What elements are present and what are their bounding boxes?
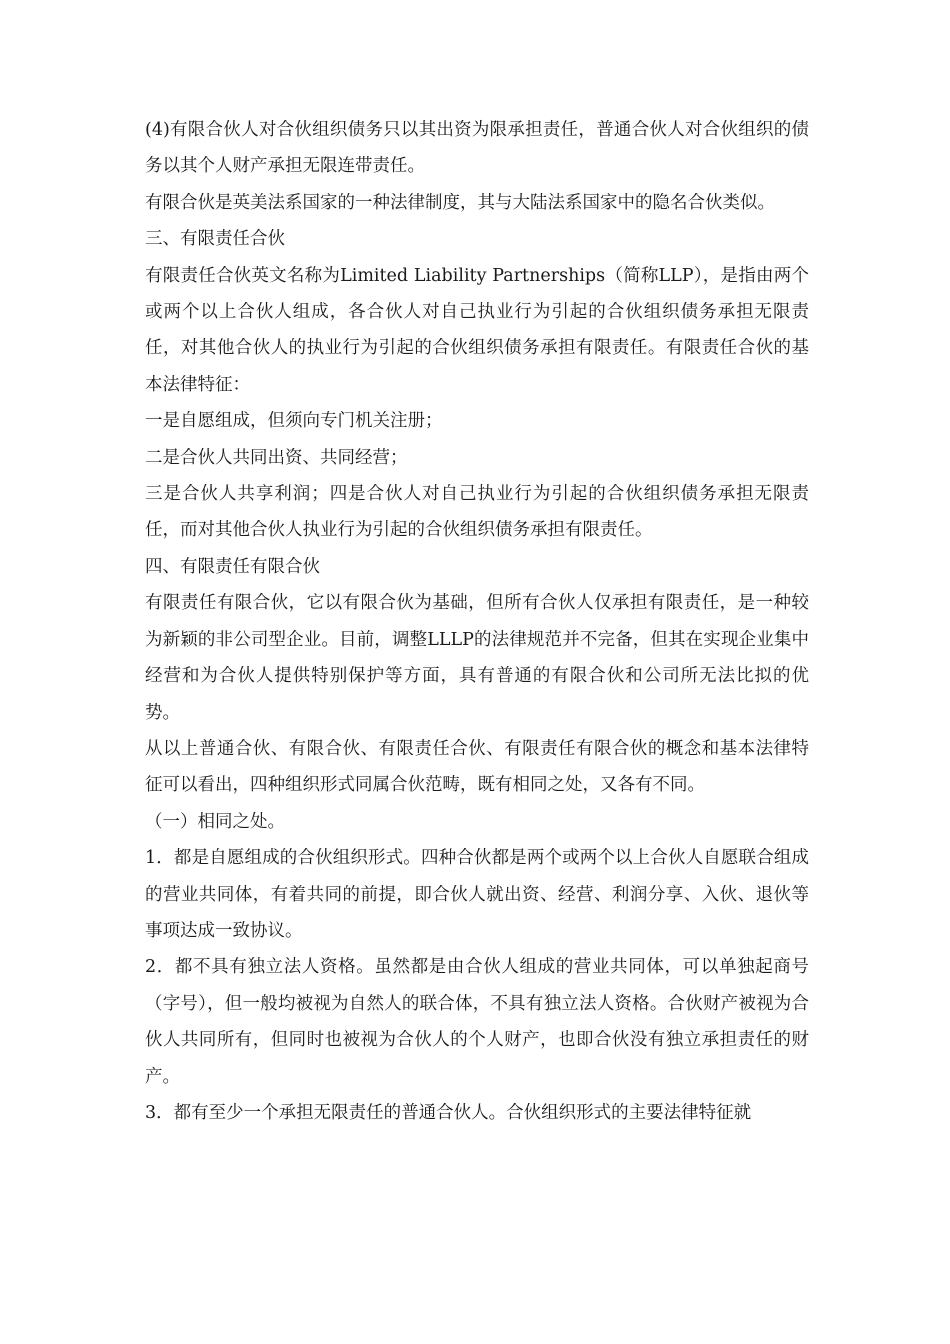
paragraph-limited-partnership-origin: 有限合伙是英美法系国家的一种法律制度，其与大陆法系国家中的隐名合伙类似。: [145, 192, 775, 213]
paragraph-similarity-2: 2．都不具有独立法人资格。虽然都是由合伙人组成的营业共同体，可以单独起商号（字号），但一般均被视为自然人的联合体，不具有独立法人资格。合伙财产被视为合伙人共同所有，但同时也被视为合伙人的个人财产，也即合伙没有独立承担责任的财产。: [145, 957, 809, 1087]
document-page: [145, 112, 809, 1131]
subsection-heading-similarities: （一）相同之处。: [145, 811, 285, 832]
paragraph-lllp-definition: 有限责任有限合伙，它以有限合伙为基础，但所有合伙人仅承担有限责任，是一种较为新颖的非公司型企业。目前，调整LLLP的法律规范并不完备，但其在实现企业集中经营和为合伙人提供特别保护等方面，具有普通的有限合伙和公司所无法比拟的优势。: [145, 593, 809, 723]
paragraph-comparison-intro: 从以上普通合伙、有限合伙、有限责任合伙、有限责任有限合伙的概念和基本法律特征可以看出，四种组织形式同属合伙范畴，既有相同之处，又各有不同。: [145, 738, 809, 796]
paragraph-llp-feature-2: 二是合伙人共同出资、共同经营；: [145, 447, 408, 468]
section-heading-lllp: 四、有限责任有限合伙: [145, 556, 320, 577]
paragraph-llp-feature-3-4: 三是合伙人共享利润；四是合伙人对自己执业行为引起的合伙组织债务承担无限责任，而对其他合伙人执业行为引起的合伙组织债务承担有限责任。: [145, 484, 809, 541]
paragraph-limited-partner-liability: (4)有限合伙人对合伙组织债务只以其出资为限承担责任，普通合伙人对合伙组织的债务以其个人财产承担无限连带责任。: [145, 120, 809, 177]
paragraph-similarity-1: 1．都是自愿组成的合伙组织形式。四种合伙都是两个或两个以上合伙人自愿联合组成的营业共同体，有着共同的前提，即合伙人就出资、经营、利润分享、入伙、退伙等事项达成一致协议。: [145, 848, 809, 941]
paragraph-llp-feature-1: 一是自愿组成，但须向专门机关注册；: [145, 411, 443, 432]
paragraph-similarity-3: 3．都有至少一个承担无限责任的普通合伙人。合伙组织形式的主要法律特征就: [145, 1102, 752, 1123]
section-heading-llp: 三、有限责任合伙: [145, 229, 285, 250]
paragraph-llp-definition: 有限责任合伙英文名称为Limited Liability Partnerships（简称LLP），是指由两个或两个以上合伙人组成，各合伙人对自己执业行为引起的合伙组织债务承担无限责任，对其他合伙人的执业行为引起的合伙组织债务承担有限责任。有限责任合伙的基本法律特征：: [145, 265, 809, 395]
